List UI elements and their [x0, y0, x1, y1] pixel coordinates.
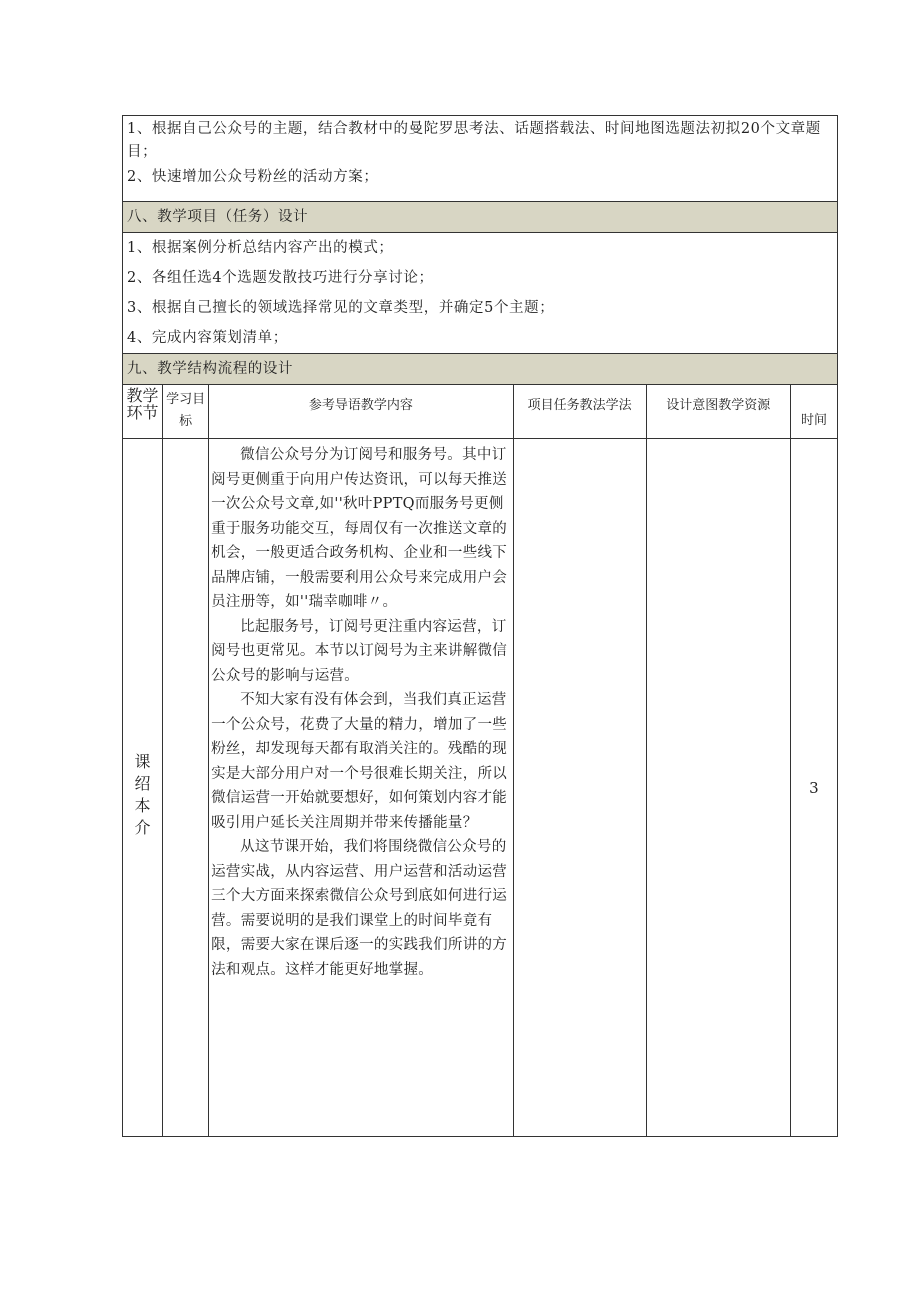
cell-method [513, 439, 646, 1137]
section-9-header [122, 353, 838, 384]
header-learning-goal: 学习目标 [163, 385, 209, 439]
header-time: 时间 [790, 385, 837, 439]
content-paragraph-3: 不知大家有没有体会到，当我们真正运营一个公众号，花费了大量的精力，增加了一些粉丝，却发现每天都有取消关注的。残酷的现实是大部分用户对一个号很难长期关注，所以微信运营一开始就要想好，如何策划内容才能吸引用户延长关注周期并带来传播能量？ [211, 692, 508, 831]
objective-line-1: 1、根据自己公众号的主题，结合教材中的曼陀罗思考法、话题搭载法、时间地图选题法初拟20个文章题目； [127, 121, 821, 160]
header-method: 项目任务教法学法 [513, 385, 646, 439]
task-item-1: 1、根据案例分析总结内容产出的模式； [127, 240, 394, 256]
task-item-2: 2、各组任选4个选题发散技巧进行分享讨论； [127, 270, 434, 286]
task-item-3: 3、根据自己擅长的领域选择常见的文章类型，并确定5个主题； [127, 300, 555, 316]
content-paragraph-4: 从这节课开始，我们将围绕微信公众号的运营实战，从内容运营、用户运营和活动运营三个大方面来探索微信公众号到底如何进行运营。需要说明的是我们课堂上的时间毕竟有限，需要大家在课后逐一的实践我们所讲的方法和观点。这样才能更好地掌握。 [211, 839, 508, 978]
header-teaching-stage: 教学环节 [123, 385, 163, 439]
objective-line-2: 2、快速增加公众号粉丝的活动方案； [127, 169, 379, 185]
cell-stage [123, 439, 163, 1137]
content-text [209, 439, 512, 982]
objectives-section [122, 115, 838, 201]
task-item-row [122, 232, 838, 263]
content-paragraph-2: 比起服务号，订阅号更注重内容运营，订阅号也更常见。本节以订阅号为主来讲解微信公众号的影响与运营。 [211, 618, 508, 684]
header-resource: 设计意图教学资源 [646, 385, 790, 439]
cell-content [209, 439, 513, 1137]
section-8-header [122, 201, 838, 232]
task-item-row [122, 323, 838, 353]
teaching-flow-table [122, 384, 838, 1137]
cell-time [790, 439, 837, 1137]
table-row [123, 439, 838, 1137]
stage-label: 课绍本介 [134, 752, 151, 837]
document-page [122, 115, 838, 1137]
section-8-title: 八、教学项目（任务）设计 [123, 202, 837, 232]
table-header-row [123, 385, 838, 439]
task-item-4: 4、完成内容策划清单； [127, 330, 288, 346]
task-item-row [122, 263, 838, 293]
header-content: 参考导语教学内容 [209, 385, 513, 439]
cell-goal [163, 439, 209, 1137]
time-value: 3 [809, 779, 819, 797]
cell-resource [646, 439, 790, 1137]
task-item-row [122, 293, 838, 323]
section-9-title: 九、教学结构流程的设计 [123, 354, 837, 384]
content-paragraph-1: 微信公众号分为订阅号和服务号。其中订阅号更侧重于向用户传达资讯，可以每天推送一次公众号文章,如''秋叶PPTQ而服务号更侧重于服务功能交互，每周仅有一次推送文章的机会，一般更适合政务机构、企业和一些线下品牌店铺，一般需要利用公众号来完成用户会员注册等，如''瑞幸咖啡〃。 [211, 447, 508, 610]
